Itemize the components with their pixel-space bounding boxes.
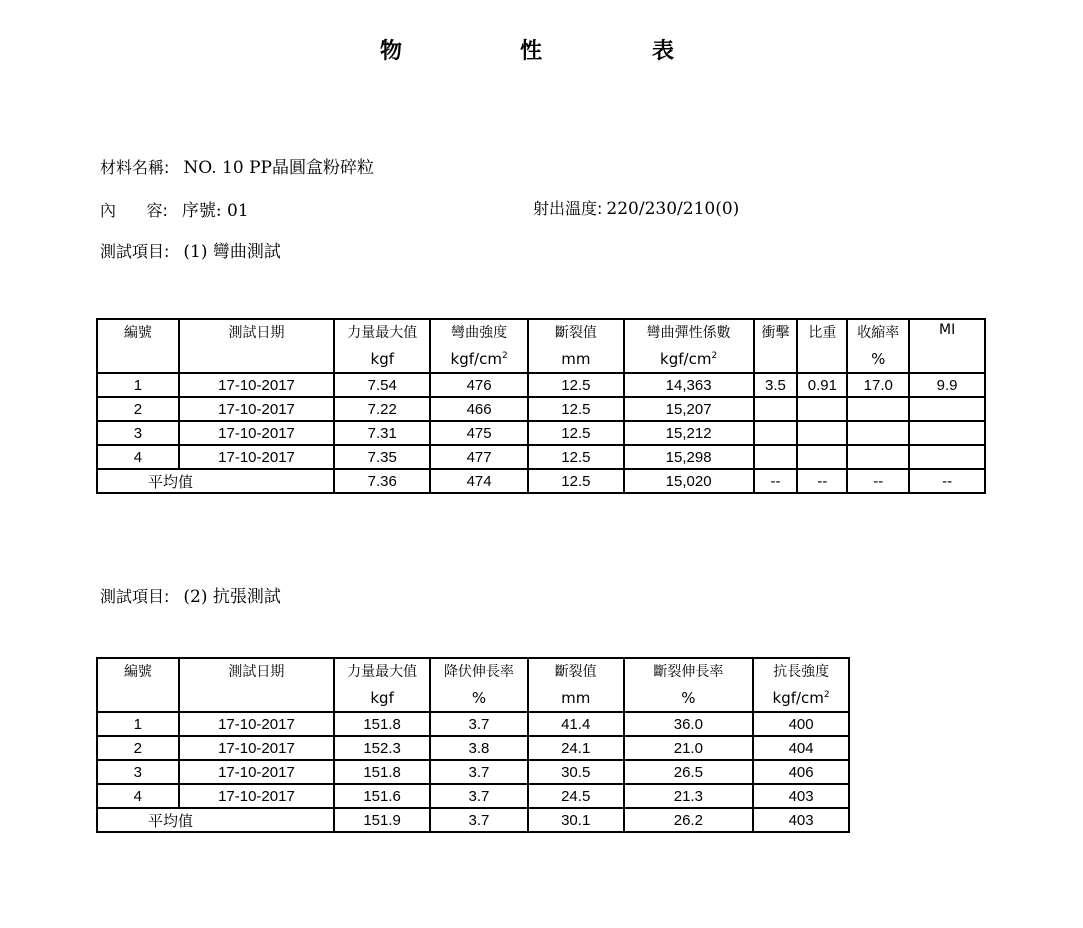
- cell: 474: [430, 469, 528, 493]
- content-value: 序號: 01: [181, 201, 249, 221]
- cell: 151.6: [334, 784, 430, 808]
- unit-shrinkage: %: [847, 346, 909, 373]
- table-row: [97, 736, 849, 760]
- average-label: 平均值: [97, 469, 334, 493]
- cell: 2: [97, 397, 179, 421]
- table-row: [97, 784, 849, 808]
- average-label: 平均值: [97, 808, 334, 832]
- cell: 403: [753, 808, 849, 832]
- cell: [797, 445, 847, 469]
- cell: 12.5: [528, 373, 624, 397]
- header-no: 編號: [97, 658, 179, 685]
- cell: 12.5: [528, 469, 624, 493]
- cell: 476: [430, 373, 528, 397]
- cell: 3.8: [430, 736, 528, 760]
- cell: 26.2: [624, 808, 754, 832]
- table-header-row: [97, 658, 849, 685]
- unit-break: mm: [528, 685, 624, 712]
- test2-label: 測試項目:: [100, 587, 170, 606]
- header-yield-elongation: 降伏伸長率: [430, 658, 528, 685]
- cell: --: [797, 469, 847, 493]
- cell: [909, 397, 985, 421]
- title-char-3: 表: [652, 39, 675, 64]
- cell: 7.31: [334, 421, 430, 445]
- cell: 3.7: [430, 808, 528, 832]
- cell: 151.9: [334, 808, 430, 832]
- cell: 17-10-2017: [179, 760, 335, 784]
- cell: 3.5: [754, 373, 798, 397]
- cell: [754, 445, 798, 469]
- cell: 12.5: [528, 445, 624, 469]
- table-unit-row: [97, 346, 985, 373]
- header-date: 測試日期: [179, 319, 335, 346]
- unit-flex-modulus: kgf/$cm^2$: [624, 346, 754, 373]
- table-row: [97, 397, 985, 421]
- cell: --: [909, 469, 985, 493]
- cell: 15,020: [624, 469, 754, 493]
- cell: 404: [753, 736, 849, 760]
- temperature-label: 射出溫度:: [533, 199, 603, 218]
- cell: 12.5: [528, 421, 624, 445]
- cell: 4: [97, 784, 179, 808]
- cell: [909, 445, 985, 469]
- table-row: [97, 445, 985, 469]
- cell: 152.3: [334, 736, 430, 760]
- table-row: [97, 760, 849, 784]
- title-char-1: 物: [380, 39, 403, 64]
- table-row: [97, 421, 985, 445]
- cell: 1: [97, 712, 179, 736]
- cell: 41.4: [528, 712, 624, 736]
- header-date: 測試日期: [179, 658, 335, 685]
- cell: [847, 445, 909, 469]
- cell: 3: [97, 421, 179, 445]
- cell: 24.5: [528, 784, 624, 808]
- cell: [909, 421, 985, 445]
- cell: 17-10-2017: [179, 397, 335, 421]
- cell: 475: [430, 421, 528, 445]
- tensile-test-table: [96, 657, 850, 833]
- unit-break-elongation: %: [624, 685, 754, 712]
- header-specific-gravity: 比重: [797, 319, 847, 346]
- cell: 17-10-2017: [179, 784, 335, 808]
- cell: 17-10-2017: [179, 373, 335, 397]
- cell: 26.5: [624, 760, 754, 784]
- cell: [847, 397, 909, 421]
- header-break: 斷裂值: [528, 658, 624, 685]
- cell: 406: [753, 760, 849, 784]
- header-flex-modulus: 彎曲彈性係數: [624, 319, 754, 346]
- cell: 17-10-2017: [179, 712, 335, 736]
- cell: 3.7: [430, 760, 528, 784]
- cell: --: [847, 469, 909, 493]
- cell: 12.5: [528, 397, 624, 421]
- cell: 24.1: [528, 736, 624, 760]
- cell: 2: [97, 736, 179, 760]
- test1-label: 測試項目:: [100, 242, 170, 261]
- cell: 3.7: [430, 712, 528, 736]
- cell: [797, 421, 847, 445]
- cell: 400: [753, 712, 849, 736]
- table-unit-row: [97, 685, 849, 712]
- material-label: 材料名稱:: [100, 158, 170, 177]
- cell: 17-10-2017: [179, 736, 335, 760]
- cell: 15,298: [624, 445, 754, 469]
- cell: 30.5: [528, 760, 624, 784]
- test1-line: [100, 237, 281, 262]
- table-row: [97, 712, 849, 736]
- header-impact: 衝擊: [754, 319, 798, 346]
- material-line: [100, 153, 374, 178]
- cell: 17-10-2017: [179, 445, 335, 469]
- header-flex-strength: 彎曲強度: [430, 319, 528, 346]
- unit-flex-strength: kgf/$cm^2$: [430, 346, 528, 373]
- header-tensile-strength: 抗長強度: [753, 658, 849, 685]
- average-row: [97, 469, 985, 493]
- header-max-force: 力量最大值: [334, 658, 430, 685]
- test2-line: [100, 582, 281, 607]
- unit-max-force: kgf: [334, 685, 430, 712]
- average-row: [97, 808, 849, 832]
- cell: 0.91: [797, 373, 847, 397]
- cell: 7.54: [334, 373, 430, 397]
- header-mi: MI: [909, 319, 985, 346]
- cell: 7.36: [334, 469, 430, 493]
- unit-tensile-strength: kgf/$cm^2$: [753, 685, 849, 712]
- cell: 4: [97, 445, 179, 469]
- cell: 1: [97, 373, 179, 397]
- unit-break: mm: [528, 346, 624, 373]
- table-header-row: [97, 319, 985, 346]
- cell: 17-10-2017: [179, 421, 335, 445]
- test1-value: (1) 彎曲測試: [183, 242, 281, 262]
- cell: 151.8: [334, 760, 430, 784]
- material-value: NO. 10 PP晶圓盒粉碎粒: [183, 158, 374, 178]
- cell: 403: [753, 784, 849, 808]
- cell: 36.0: [624, 712, 754, 736]
- test2-value: (2) 抗張測試: [183, 587, 281, 607]
- cell: 151.8: [334, 712, 430, 736]
- cell: 477: [430, 445, 528, 469]
- cell: 21.3: [624, 784, 754, 808]
- cell: 466: [430, 397, 528, 421]
- cell: 7.35: [334, 445, 430, 469]
- cell: 3.7: [430, 784, 528, 808]
- cell: --: [754, 469, 798, 493]
- header-no: 編號: [97, 319, 179, 346]
- header-shrinkage: 收縮率: [847, 319, 909, 346]
- title-char-2: 性: [520, 39, 543, 64]
- temperature-value: 220/230/210(0): [606, 199, 740, 219]
- cell: [797, 397, 847, 421]
- cell: [754, 397, 798, 421]
- header-break-elongation: 斷裂伸長率: [624, 658, 754, 685]
- cell: [847, 421, 909, 445]
- cell: 15,207: [624, 397, 754, 421]
- cell: 21.0: [624, 736, 754, 760]
- cell: 30.1: [528, 808, 624, 832]
- cell: 3: [97, 760, 179, 784]
- cell: 14,363: [624, 373, 754, 397]
- cell: 9.9: [909, 373, 985, 397]
- header-max-force: 力量最大值: [334, 319, 430, 346]
- cell: 15,212: [624, 421, 754, 445]
- content-label: 內 容:: [100, 201, 168, 220]
- unit-max-force: kgf: [334, 346, 430, 373]
- unit-yield-elongation: %: [430, 685, 528, 712]
- content-line: [100, 196, 249, 221]
- flexural-test-table: [96, 318, 986, 494]
- header-break: 斷裂值: [528, 319, 624, 346]
- cell: [754, 421, 798, 445]
- cell: 17.0: [847, 373, 909, 397]
- cell: 7.22: [334, 397, 430, 421]
- table-row: [97, 373, 985, 397]
- temperature-line: [533, 196, 739, 219]
